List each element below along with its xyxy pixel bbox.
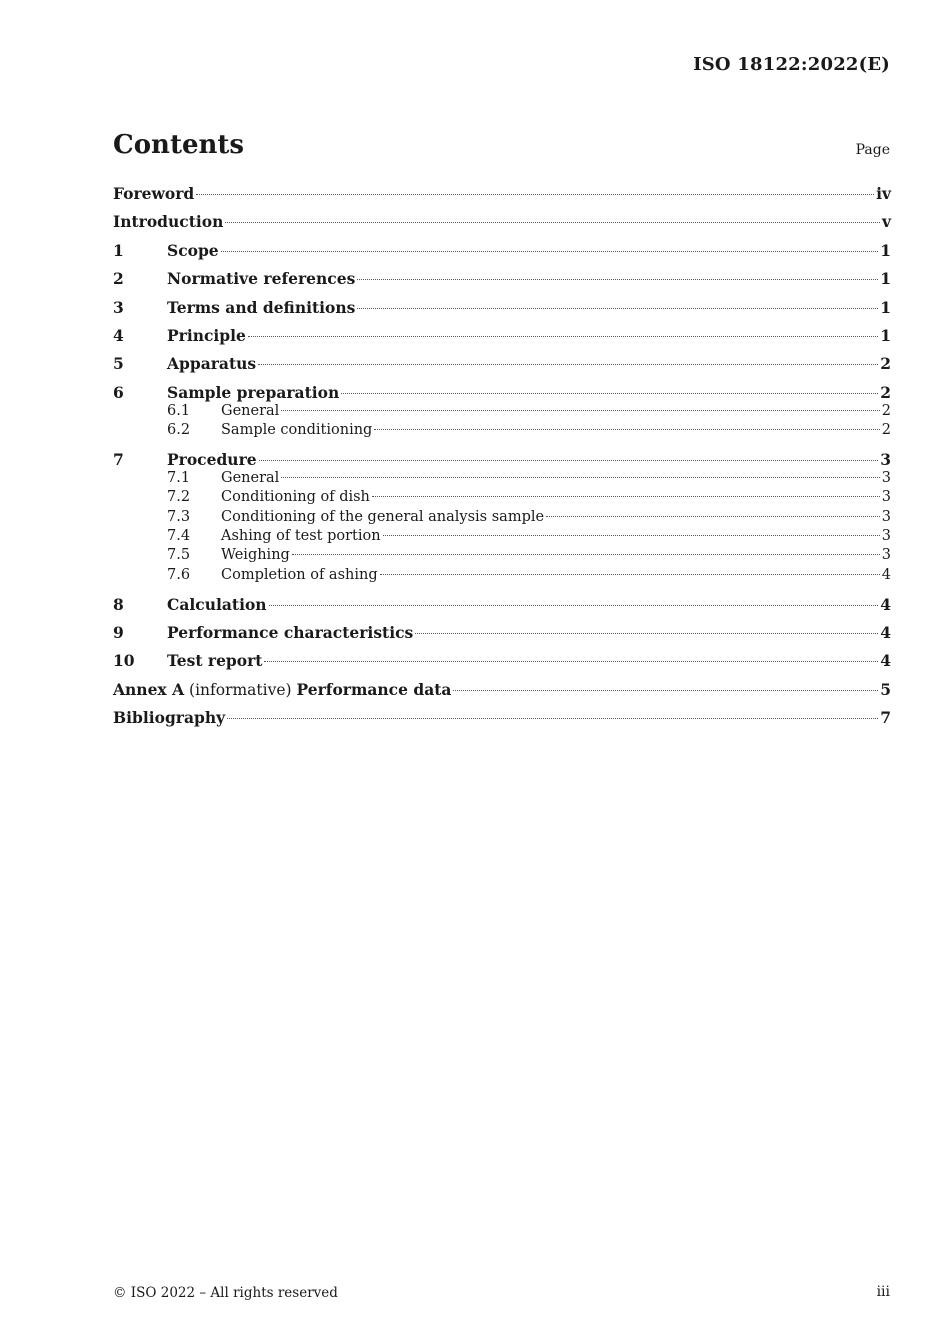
toc-number: 5 — [113, 354, 124, 374]
toc-entry-7-2[interactable] — [113, 489, 891, 508]
toc-entry-1[interactable] — [113, 241, 891, 269]
toc-number: 7.5 — [167, 547, 191, 564]
toc-entry-8[interactable] — [113, 595, 891, 623]
toc-entry-2[interactable] — [113, 269, 891, 297]
toc-title: Conditioning of the general analysis sample — [221, 508, 545, 525]
dot-leader — [221, 251, 879, 252]
page-column-label: Page — [855, 142, 890, 158]
annex-type: (informative) — [184, 680, 297, 699]
dot-leader — [281, 477, 879, 478]
toc-page: 3 — [881, 527, 891, 544]
toc-title: General — [221, 402, 280, 419]
toc-page: 3 — [880, 450, 891, 470]
toc-title: Procedure — [167, 450, 257, 470]
dot-leader — [292, 554, 880, 555]
toc-title: Sample preparation — [167, 382, 340, 402]
dot-leader — [259, 460, 879, 461]
toc-title: Apparatus — [167, 354, 257, 374]
toc-entry-5[interactable] — [113, 354, 891, 382]
toc-page: 5 — [880, 679, 891, 699]
toc-number: 3 — [113, 297, 124, 317]
table-of-contents — [113, 184, 891, 736]
dot-leader — [341, 393, 878, 394]
toc-entry-9[interactable] — [113, 623, 891, 651]
toc-number: 4 — [113, 325, 124, 345]
toc-number: 7.3 — [167, 508, 191, 525]
toc-number: 6 — [113, 382, 124, 402]
toc-number: 9 — [113, 622, 124, 642]
toc-entry-7-4[interactable] — [113, 528, 891, 547]
toc-page: iv — [876, 184, 891, 203]
document-id: ISO 18122:2022(E) — [693, 54, 890, 75]
toc-page: 4 — [880, 622, 891, 642]
toc-title: Normative references — [167, 269, 356, 289]
dot-leader — [546, 516, 880, 517]
dot-leader — [372, 496, 880, 497]
toc-number: 2 — [113, 269, 124, 289]
toc-entry-6-1[interactable] — [113, 403, 891, 422]
toc-entry-3[interactable] — [113, 298, 891, 326]
dot-leader — [227, 718, 878, 719]
dot-leader — [225, 222, 880, 223]
toc-title: Ashing of test portion — [221, 527, 381, 544]
toc-title: Conditioning of dish — [221, 489, 370, 506]
dot-leader — [264, 661, 878, 662]
toc-entry-4[interactable] — [113, 326, 891, 354]
toc-title: Terms and definitions — [167, 297, 356, 317]
toc-title — [113, 680, 451, 699]
toc-entry-7-1[interactable] — [113, 470, 891, 489]
dot-leader — [415, 633, 878, 634]
toc-page: v — [881, 212, 891, 232]
dot-leader — [281, 410, 879, 411]
toc-number: 10 — [113, 651, 135, 671]
toc-title: Foreword — [113, 184, 195, 203]
toc-title: Weighing — [221, 547, 290, 564]
annex-label: Annex A — [113, 679, 185, 699]
toc-page: 2 — [880, 354, 891, 374]
toc-title: Principle — [167, 325, 246, 345]
footer-copyright: © ISO 2022 – All rights reserved — [113, 1285, 338, 1301]
toc-number: 1 — [113, 240, 124, 260]
toc-page: 4 — [880, 594, 891, 614]
toc-title: Test report — [167, 651, 263, 671]
dot-leader — [383, 535, 880, 536]
toc-entry-6-2[interactable] — [113, 422, 891, 450]
toc-title: Calculation — [167, 594, 267, 614]
toc-title: Completion of ashing — [221, 566, 378, 583]
toc-number: 6.1 — [167, 402, 191, 419]
toc-page: 2 — [881, 422, 891, 439]
toc-number: 7.1 — [167, 470, 191, 487]
toc-entry-7-6[interactable] — [113, 567, 891, 595]
toc-page: 2 — [881, 402, 891, 419]
toc-page: 4 — [880, 651, 891, 671]
dot-leader — [196, 194, 874, 195]
dot-leader — [258, 364, 878, 365]
toc-title: Bibliography — [113, 708, 226, 728]
toc-page: 1 — [880, 269, 891, 289]
toc-number: 7 — [113, 450, 124, 470]
toc-number: 8 — [113, 594, 124, 614]
toc-entry-introduction[interactable] — [113, 212, 891, 240]
toc-page: 3 — [881, 508, 891, 525]
toc-entry-bibliography[interactable] — [113, 708, 891, 736]
toc-number: 7.4 — [167, 527, 191, 544]
dot-leader — [248, 336, 878, 337]
toc-entry-7[interactable] — [113, 450, 891, 470]
toc-page: 7 — [880, 708, 891, 728]
toc-page: 3 — [881, 489, 891, 506]
toc-entry-foreword[interactable] — [113, 184, 891, 212]
dot-leader — [374, 429, 879, 430]
toc-title: Introduction — [113, 212, 224, 232]
toc-page: 2 — [880, 382, 891, 402]
toc-entry-6[interactable] — [113, 383, 891, 403]
toc-title: General — [221, 470, 280, 487]
toc-entry-annex-a[interactable] — [113, 680, 891, 708]
toc-page: 1 — [880, 325, 891, 345]
toc-entry-7-5[interactable] — [113, 547, 891, 566]
toc-page: 4 — [881, 566, 891, 583]
annex-title: Performance data — [296, 679, 452, 699]
footer-page-number: iii — [876, 1284, 890, 1300]
dot-leader — [269, 605, 879, 606]
toc-page: 3 — [881, 547, 891, 564]
dot-leader — [453, 690, 878, 691]
toc-title: Sample conditioning — [221, 422, 373, 439]
toc-page: 1 — [880, 297, 891, 317]
toc-number: 6.2 — [167, 422, 191, 439]
toc-page: 3 — [881, 470, 891, 487]
toc-page: 1 — [880, 240, 891, 260]
contents-title: Contents — [113, 130, 245, 160]
toc-entry-7-3[interactable] — [113, 509, 891, 528]
toc-title: Performance characteristics — [167, 622, 414, 642]
dot-leader — [380, 574, 880, 575]
toc-title: Scope — [167, 240, 219, 260]
toc-entry-10[interactable] — [113, 651, 891, 679]
dot-leader — [357, 279, 878, 280]
toc-number: 7.2 — [167, 489, 191, 506]
dot-leader — [357, 308, 878, 309]
toc-number: 7.6 — [167, 566, 191, 583]
